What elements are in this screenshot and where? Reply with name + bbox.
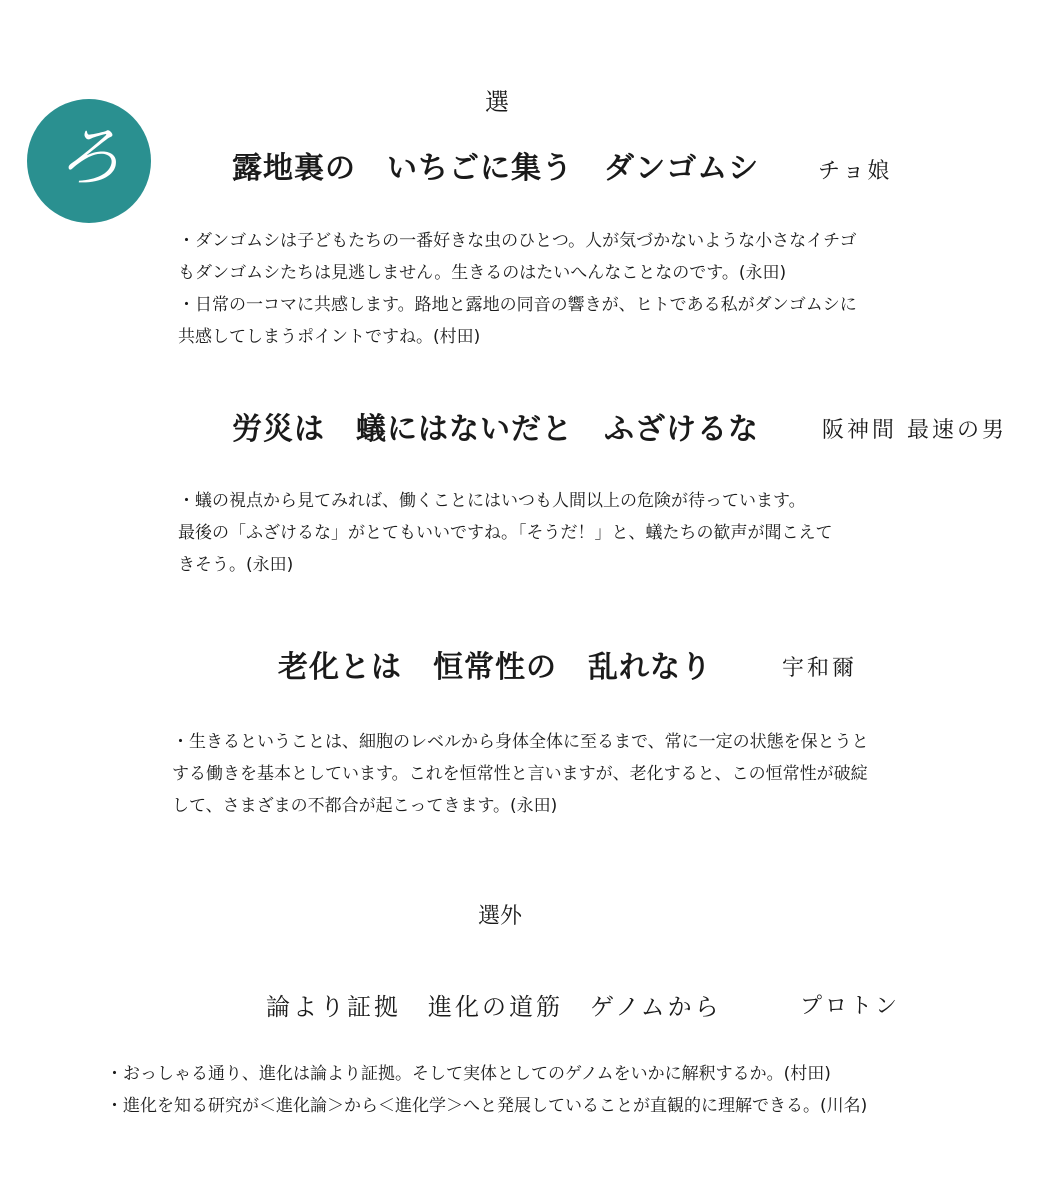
comment-line: する働きを基本としています。これを恒常性と言いますが、老化すると、この恒常性が破綻: [172, 764, 868, 784]
comment-block-1: [178, 225, 857, 353]
comment-block-2: [178, 485, 833, 581]
haiku-outside: 論より証拠 進化の道筋 ゲノムから: [266, 993, 722, 1021]
author-2: 阪神間 最速の男: [822, 418, 1007, 443]
comment-line: 最後の「ふざけるな」がとてもいいですね。「そうだ！」と、蟻たちの歓声が聞こえて: [178, 523, 833, 543]
comment-line: して、さまざまの不都合が起こってきます。(永田): [172, 796, 558, 816]
comment-line: ・おっしゃる通り、進化は論より証拠。そして実体としてのゲノムをいかに解釈するか。(村田): [106, 1064, 831, 1084]
haiku-2: 労災は 蟻にはないだと ふざけるな: [232, 412, 759, 447]
comment-line: ・生きるということは、細胞のレベルから身体全体に至るまで、常に一定の状態を保とうと: [172, 732, 869, 752]
author-3: 宇和爾: [782, 656, 858, 681]
comment-line: 共感してしまうポイントですね。(村田): [178, 327, 481, 347]
section-label-outside: 選外: [478, 904, 523, 929]
author-1: チョ娘: [818, 159, 893, 184]
author-outside: プロトン: [800, 994, 901, 1019]
comment-block-3: [172, 726, 869, 822]
comment-block-outside: [106, 1058, 867, 1122]
comment-line: ・進化を知る研究が＜進化論＞から＜進化学＞へと発展していることが直観的に理解できる。(川名): [106, 1096, 868, 1116]
comment-line: きそう。(永田): [178, 555, 294, 575]
comment-line: ・蟻の視点から見てみれば、働くことにはいつも人間以上の危険が待っています。: [178, 491, 806, 511]
haiku-3: 老化とは 恒常性の 乱れなり: [278, 650, 712, 685]
badge-character: ろ: [56, 119, 122, 196]
comment-line: ・ダンゴムシは子どもたちの一番好きな虫のひとつ。人が気づかないような小さなイチゴ: [178, 231, 857, 251]
comment-line: ・日常の一コマに共感します。路地と露地の同音の響きが、ヒトである私がダンゴムシに: [178, 295, 857, 315]
section-label-selected: 選: [485, 88, 509, 116]
haiku-1: 露地裏の いちごに集う ダンゴムシ: [232, 151, 760, 186]
category-badge: [27, 99, 151, 223]
comment-line: もダンゴムシたちは見逃しません。生きるのはたいへんなことなのです。(永田): [178, 263, 787, 283]
